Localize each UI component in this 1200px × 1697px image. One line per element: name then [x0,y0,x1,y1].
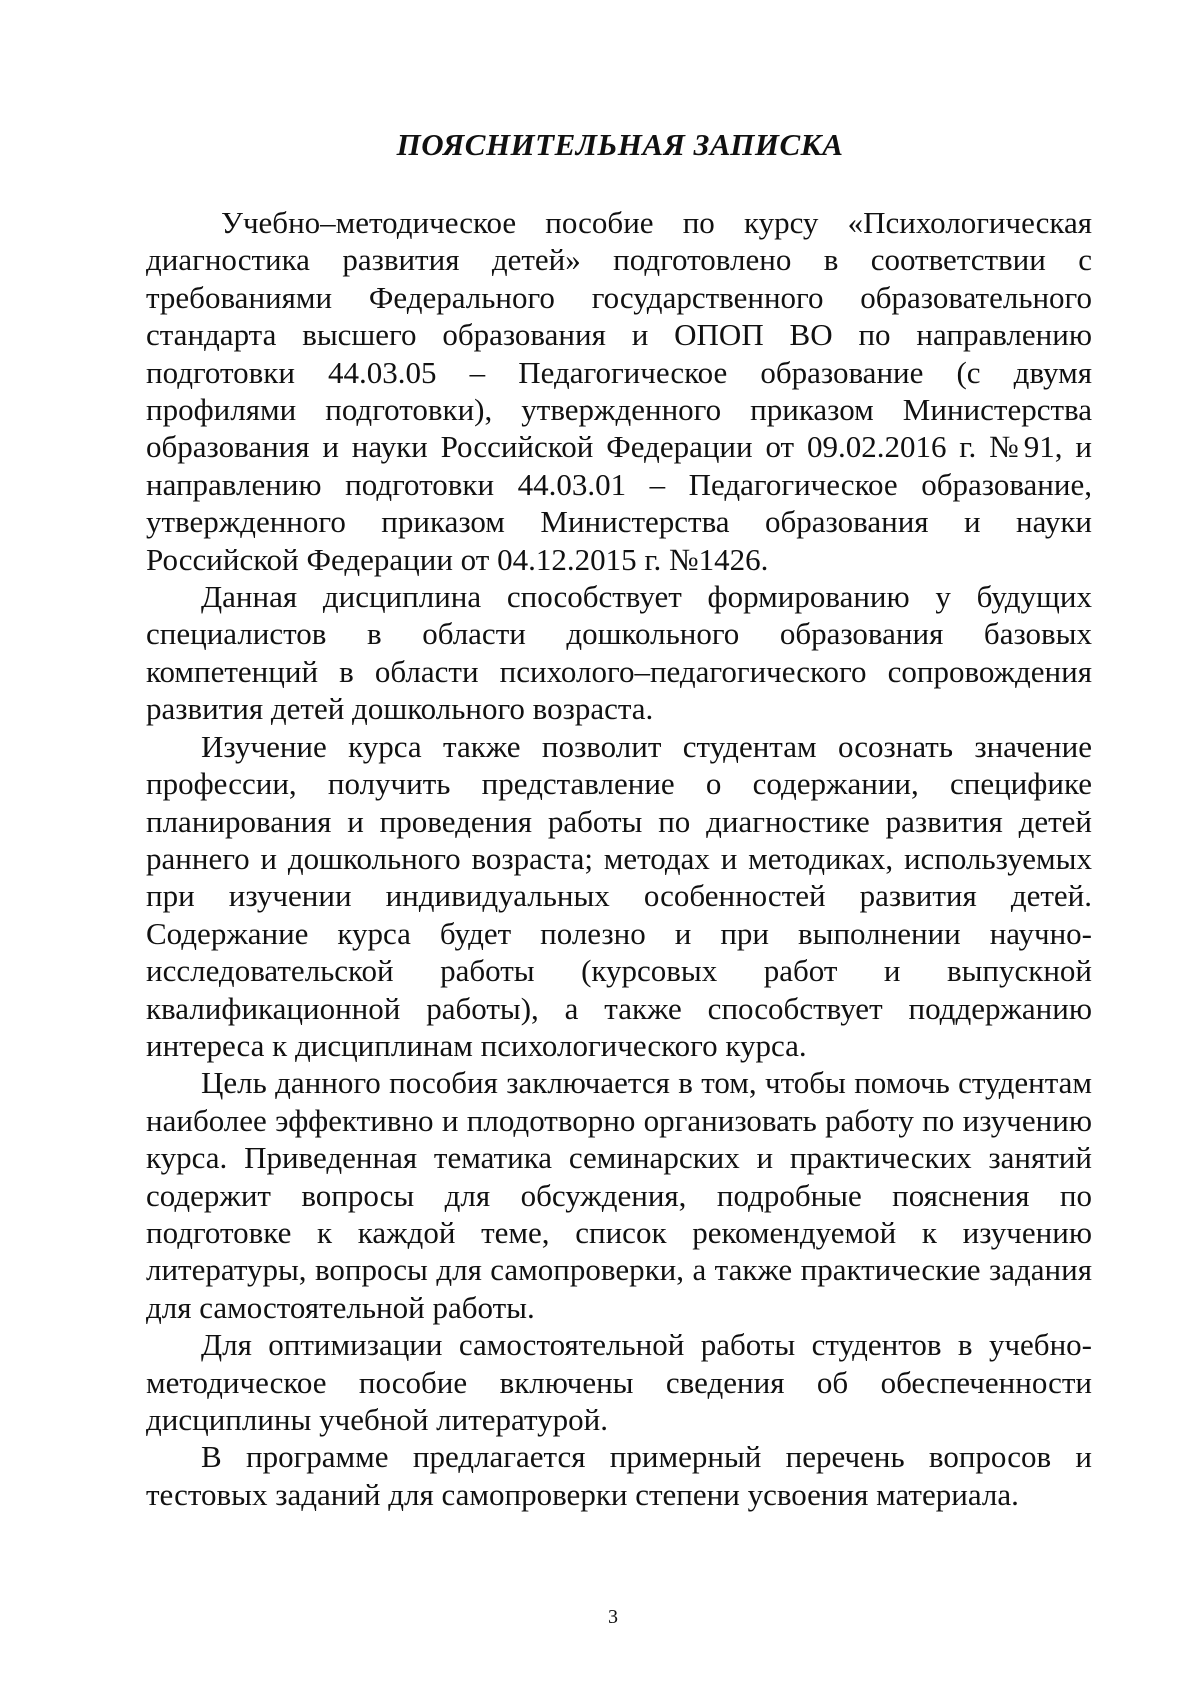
body-text [146,204,1092,1513]
paragraph-optimization: Для оптимизации самостоятельной работы студентов в учебно-методическое пособие включены сведения об обеспеченности дисциплины учебной литературой. [146,1327,1092,1437]
paragraph-course-study: Изучение курса также позволит студентам осознать значение профессии, получить представление о содержании, специфике планирования и проведения работы по диагностике развития детей раннего и дошкольного возраста; методах и методиках, используемых при изучении индивидуальных особенностей развития детей. Содержание курса будет полезно и при выполнении научно-исследовательской работы (курсовых работ и выпускной квалификационной работы), а также способствует поддержанию интереса к дисциплинам психологического курса. [146,728,1092,1063]
paragraph-intro: Учебно–методическое пособие по курсу «Психологическая диагностика развития детей» подготовлено в соответствии с требованиями Федерального государственного образовательного стандарта высшего образования и ОПОП ВО по направлению подготовки 44.03.05 – Педагогическое образование (с двумя профилями подготовки), утвержденного приказом Министерства образования и науки Российской Федерации от 09.02.2016 г. №91, и направлению подготовки 44.03.01 – Педагогическое образование, утвержденного приказом Министерства образования и науки Российской Федерации от 04.12.2015 г. №1426. [146,205,1092,577]
paragraph-discipline: Данная дисциплина способствует формированию у будущих специалистов в области дошкольного образования базовых компетенций в области психолого–педагогического сопровождения развития детей дошкольного возраста. [146,579,1092,727]
paragraph-program: В программе предлагается примерный перечень вопросов и тестовых заданий для самопроверки степени усвоения материала. [146,1439,1092,1512]
paragraph-goal: Цель данного пособия заключается в том, чтобы помочь студентам наиболее эффективно и плодотворно организовать работу по изучению курса. Приведенная тематика семинарских и практических занятий содержит вопросы для обсуждения, подробные пояснения по подготовке к каждой теме, список рекомендуемой к изучению литературы, вопросы для самопроверки, а также практические задания для самостоятельной работы. [146,1065,1092,1325]
page-title: ПОЯСНИТЕЛЬНАЯ ЗАПИСКА [396,127,844,162]
page-number: 3 [608,1606,618,1628]
